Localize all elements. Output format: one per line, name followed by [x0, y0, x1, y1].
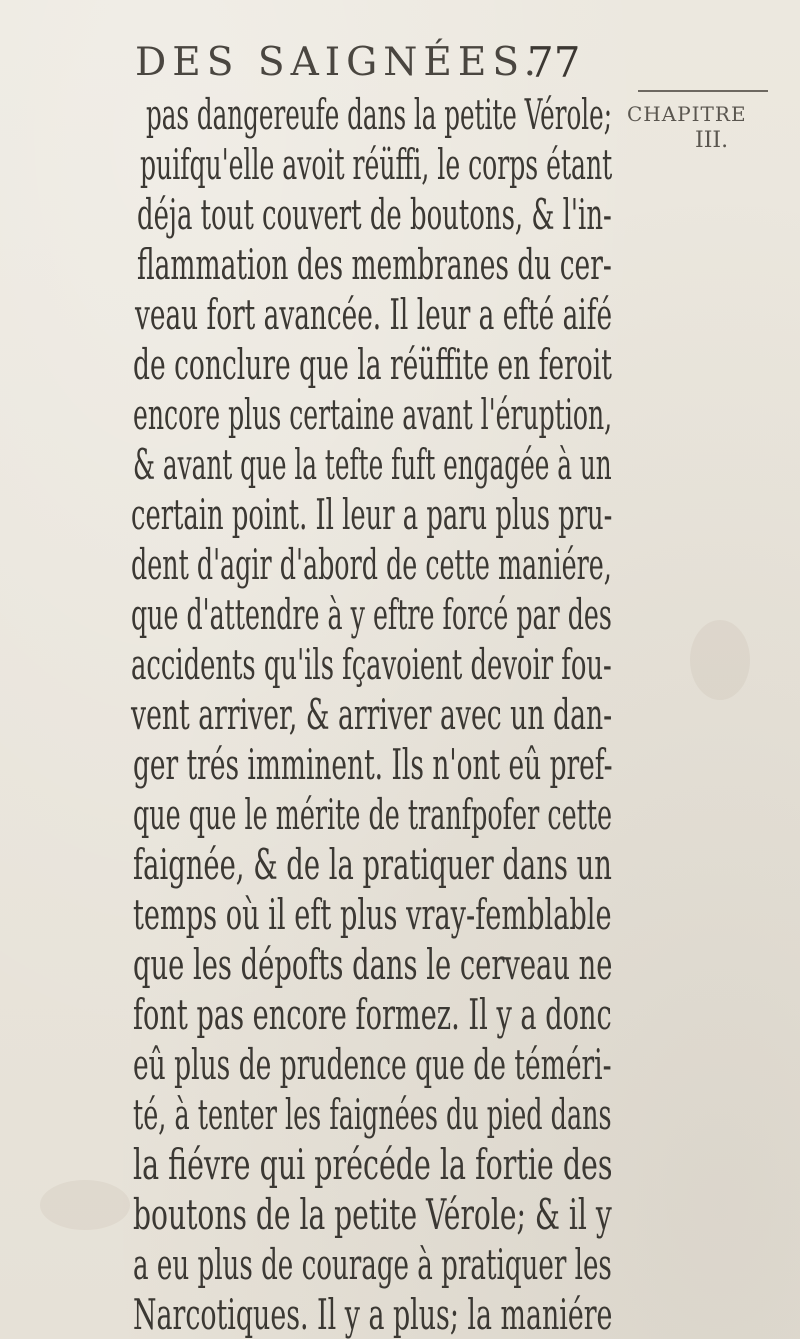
text-line: que d'attendre à y eftre forcé par des — [131, 590, 612, 639]
text-line: dent d'agir d'abord de cette maniére, — [131, 540, 612, 589]
text-line: boutons de la petite Vérole; & il y — [133, 1190, 612, 1239]
text-line: que les dépofts dans le cerveau ne — [133, 940, 613, 989]
text-line: ger trés imminent. Ils n'ont eû pref- — [133, 740, 613, 789]
page-number: 77 — [527, 38, 581, 87]
text-line: & avant que la tefte fuft engagée à un — [133, 440, 612, 489]
text-line: pas dangereufe dans la petite Vérole; — [146, 90, 613, 139]
running-title: DES SAIGNÉES. — [135, 40, 543, 85]
text-line: té, à tenter les faignées du pied dans — [133, 1090, 612, 1139]
text-line: font pas encore formez. Il y a donc — [133, 990, 612, 1039]
text-line: Narcotiques. Il y a plus; la maniére — [133, 1290, 613, 1339]
text-line: de conclure que la réüffite en feroit — [133, 340, 612, 389]
margin-note-chapter: CHAPITRE — [627, 102, 747, 126]
text-line: la fiévre qui précéde la fortie des — [133, 1140, 613, 1189]
text-line: veau fort avancée. Il leur a efté aifé — [135, 290, 613, 339]
text-line: a eu plus de courage à pratiquer les — [133, 1240, 612, 1289]
text-line: accidents qu'ils fçavoient devoir fou- — [131, 640, 612, 689]
margin-note-number: III. — [695, 128, 729, 153]
text-line: que que le mérite de tranfpofer cette — [133, 790, 613, 839]
text-line: temps où il eft plus vray-femblable — [133, 890, 612, 939]
text-line: puifqu'elle avoit réüffi, le corps étant — [140, 140, 613, 189]
text-line: flammation des membranes du cer- — [137, 240, 612, 289]
text-line: certain point. Il leur a paru plus pru- — [131, 490, 613, 539]
text-line: faignée, & de la pratiquer dans un — [133, 840, 612, 889]
text-line: eû plus de prudence que de téméri- — [133, 1040, 612, 1089]
text-line: vent arriver, & arriver avec un dan- — [131, 690, 613, 739]
text-line: encore plus certaine avant l'éruption, — [133, 390, 613, 439]
text-line: déja tout couvert de boutons, & l'in- — [137, 190, 612, 239]
